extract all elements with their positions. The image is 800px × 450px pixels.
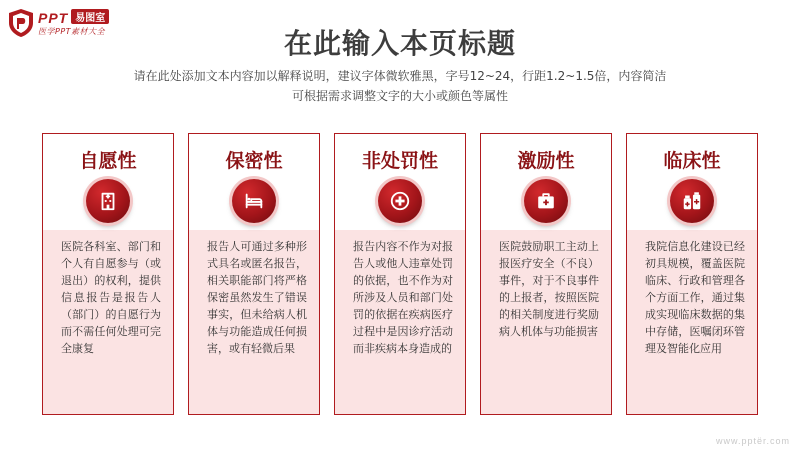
logo-tagline: 医学PPT素材大全 (38, 27, 106, 36)
card-non-punitive (334, 133, 466, 415)
subtitle-line-1: 请在此处添加文本内容加以解释说明，建议字体微软雅黑，字号12~24，行距1.2~1.5倍，内容简洁 (133, 69, 667, 83)
card-title: 非处罚性 (361, 150, 438, 172)
feature-cards (42, 133, 758, 415)
card-title: 自愿性 (79, 150, 137, 172)
page-title: 在此输入本页标题 (283, 27, 516, 60)
medicine-bottles-icon (670, 179, 714, 223)
card-incentive (480, 133, 612, 415)
medical-cross-icon (378, 179, 422, 223)
card-title: 临床性 (663, 150, 721, 172)
card-text: 我院信息化建设已经初具规模，覆盖医院临床、行政和管理各个方面工作，通过集成实现临床数据的集中存储，医嘱闭环管理及智能化应用 (645, 240, 745, 355)
watermark: www.pptër.com (715, 436, 790, 446)
subtitle-line-2: 可根据需求调整文字的大小或颜色等属性 (291, 89, 508, 103)
card-clinical (626, 133, 758, 415)
hospital-building-icon (86, 179, 130, 223)
card-title: 激励性 (517, 150, 575, 172)
card-confidential (188, 133, 320, 415)
hospital-bed-icon (232, 179, 276, 223)
card-text: 报告内容不作为对报告人或他人违章处罚的依据，也不作为对所涉及人员和部门处罚的依据在疾病医疗过程中是因诊疗活动而非疾病本身造成的 (353, 240, 453, 355)
card-text: 医院鼓励职工主动上报医疗安全（不良）事件，对于不良事件的上报者，按照医院的相关制度进行奖励病人机体与功能损害 (499, 240, 599, 338)
logo-badge: 易图室 (71, 9, 109, 24)
card-text: 医院各科室、部门和个人有自愿参与（或退出）的权利，提供信息报告是报告人（部门）的自愿行为而不需任何处理可完全康复 (61, 240, 161, 355)
card-voluntary (42, 133, 174, 415)
page-subtitle (0, 66, 800, 106)
logo-brand-text: PPT (38, 10, 69, 26)
first-aid-kit-icon (524, 179, 568, 223)
card-text: 报告人可通过多种形式具名或匿名报告，相关职能部门将严格保密虽然发生了错误事实，但未给病人机体与功能造成任何损害，或有轻微后果 (207, 240, 307, 355)
card-title: 保密性 (225, 150, 283, 172)
